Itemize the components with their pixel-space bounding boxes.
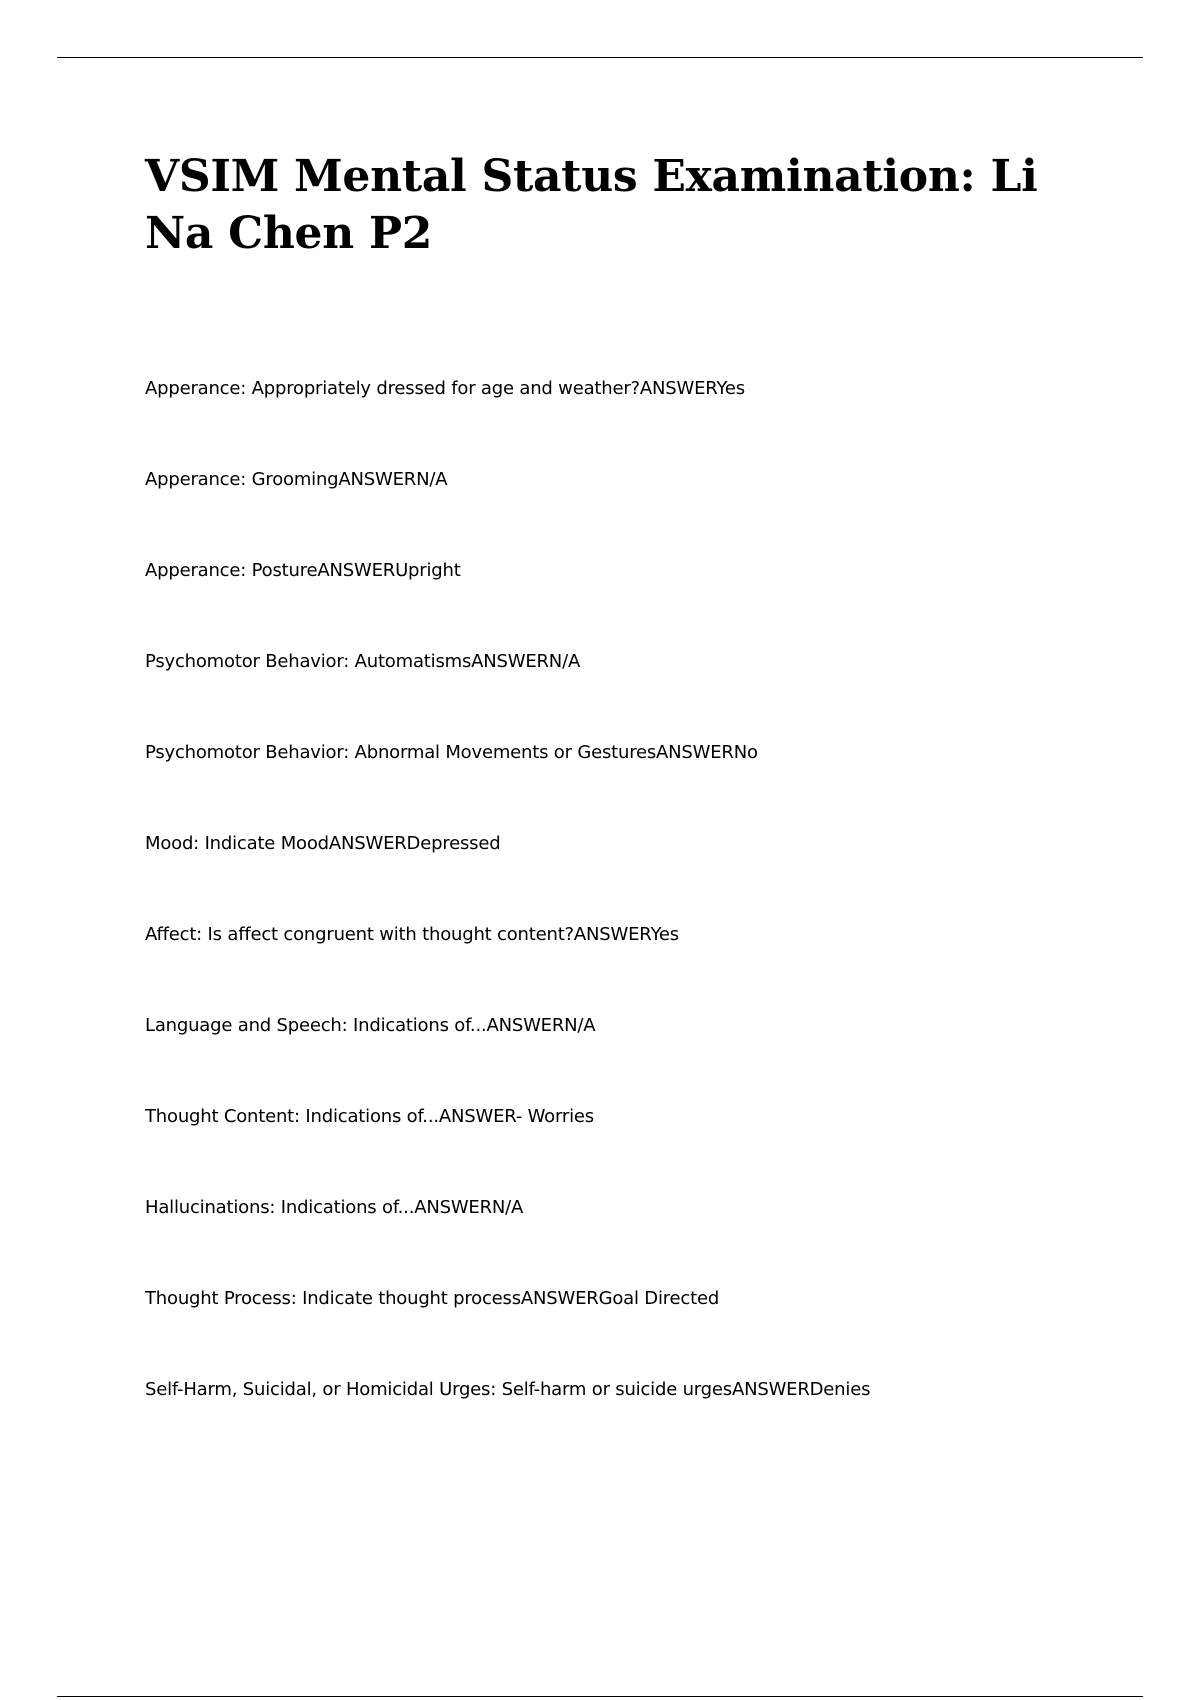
qa-list [145, 375, 1105, 1467]
qa-item-hallucinations: Hallucinations: Indications of...ANSWERN/A [145, 1197, 524, 1218]
bottom-divider [57, 1696, 1143, 1697]
qa-item-affect: Affect: Is affect congruent with thought content?ANSWERYes [145, 924, 679, 945]
top-divider [57, 57, 1143, 58]
qa-item-thought-process: Thought Process: Indicate thought processANSWERGoal Directed [145, 1288, 720, 1309]
qa-item-appearance-dress: Apperance: Appropriately dressed for age and weather?ANSWERYes [145, 378, 745, 399]
document-title: VSIM Mental Status Examination: Li Na Chen P2 [145, 151, 1038, 259]
qa-item-appearance-posture: Apperance: PostureANSWERUpright [145, 560, 461, 581]
qa-item-mood: Mood: Indicate MoodANSWERDepressed [145, 833, 501, 854]
qa-item-appearance-grooming: Apperance: GroomingANSWERN/A [145, 469, 448, 490]
qa-item-self-harm: Self-Harm, Suicidal, or Homicidal Urges: Self-harm or suicide urgesANSWERDenies [145, 1379, 871, 1400]
qa-item-thought-content: Thought Content: Indications of...ANSWER- Worries [145, 1106, 594, 1127]
qa-item-psychomotor-automatisms: Psychomotor Behavior: AutomatismsANSWERN/A [145, 651, 581, 672]
qa-item-psychomotor-movements: Psychomotor Behavior: Abnormal Movements or GesturesANSWERNo [145, 742, 758, 763]
qa-item-language-speech: Language and Speech: Indications of...ANSWERN/A [145, 1015, 596, 1036]
